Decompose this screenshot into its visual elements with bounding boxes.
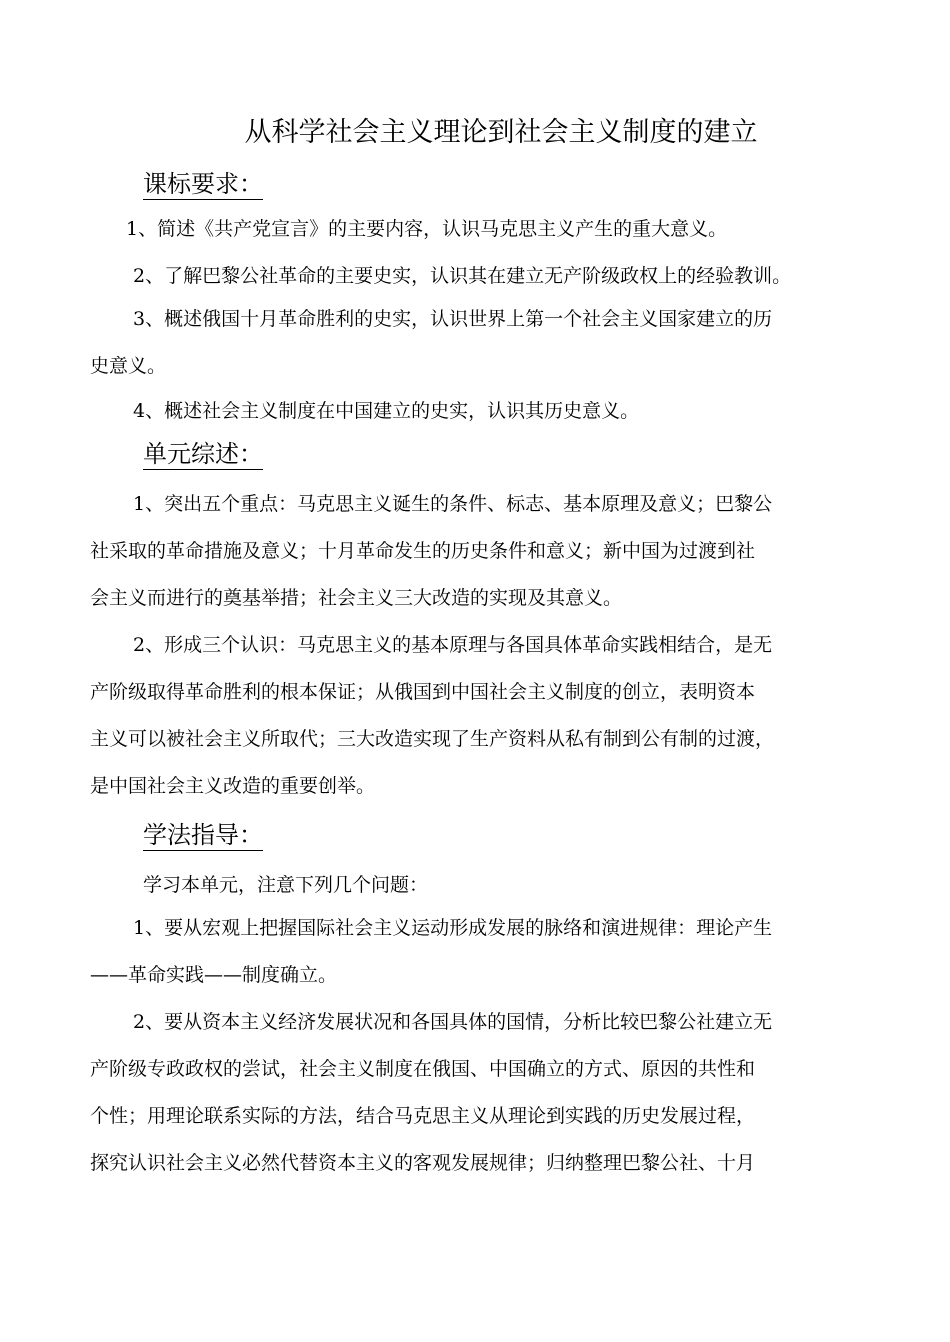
section-heading-curriculum: 课标要求： (143, 170, 263, 198)
method-item-2 (90, 999, 878, 1187)
paragraph-line: 3、概述俄国十月革命胜利的史实，认识世界上第一个社会主义国家建立的历 (133, 308, 773, 330)
paragraph-line: 社采取的革命措施及意义；十月革命发生的历史条件和意义；新中国为过渡到社 (90, 540, 756, 562)
curriculum-item-3 (90, 296, 878, 390)
curriculum-item-2 (90, 253, 878, 300)
paragraph-line: ——革命实践——制度确立。 (90, 964, 338, 986)
paragraph-line: 2、了解巴黎公社革命的主要史实，认识其在建立无产阶级政权上的经验教训。 (133, 265, 792, 287)
paragraph-line: 产阶级专政政权的尝试，社会主义制度在俄国、中国确立的方式、原因的共性和 (90, 1058, 756, 1080)
paragraph-line: 1、简述《共产党宣言》的主要内容，认识马克思主义产生的重大意义。 (126, 218, 728, 240)
paragraph-line: 史意义。 (90, 355, 167, 377)
overview-item-2 (90, 622, 878, 810)
paragraph-line: 2、形成三个认识：马克思主义的基本原理与各国具体革命实践相结合，是无 (133, 634, 773, 656)
paragraph-line: 学习本单元，注意下列几个问题： (143, 874, 429, 896)
overview-item-1 (90, 481, 878, 622)
document-title: 从科学社会主义理论到社会主义制度的建立 (244, 117, 758, 148)
section-heading-method: 学法指导： (143, 821, 263, 849)
paragraph-line: 2、要从资本主义经济发展状况和各国具体的国情，分析比较巴黎公社建立无 (133, 1011, 773, 1033)
paragraph-line: 产阶级取得革命胜利的根本保证；从俄国到中国社会主义制度的创立，表明资本 (90, 681, 756, 703)
paragraph-line: 会主义而进行的奠基举措；社会主义三大改造的实现及其意义。 (90, 587, 623, 609)
paragraph-line: 个性；用理论联系实际的方法，结合马克思主义从理论到实践的历史发展过程， (90, 1105, 756, 1127)
method-intro (90, 862, 878, 909)
paragraph-line: 1、突出五个重点：马克思主义诞生的条件、标志、基本原理及意义；巴黎公 (133, 493, 773, 515)
section-heading-overview: 单元综述： (143, 440, 263, 468)
paragraph-line: 主义可以被社会主义所取代；三大改造实现了生产资料从私有制到公有制的过渡， (90, 728, 775, 750)
paragraph-line: 1、要从宏观上把握国际社会主义运动形成发展的脉络和演进规律：理论产生 (133, 917, 773, 939)
paragraph-line: 探究认识社会主义必然代替资本主义的客观发展规律；归纳整理巴黎公社、十月 (90, 1152, 756, 1174)
paragraph-line: 是中国社会主义改造的重要创举。 (90, 775, 376, 797)
curriculum-item-1 (90, 206, 878, 253)
paragraph-line: 4、概述社会主义制度在中国建立的史实，认识其历史意义。 (133, 400, 640, 422)
method-item-1 (90, 905, 878, 999)
curriculum-item-4 (90, 388, 878, 435)
